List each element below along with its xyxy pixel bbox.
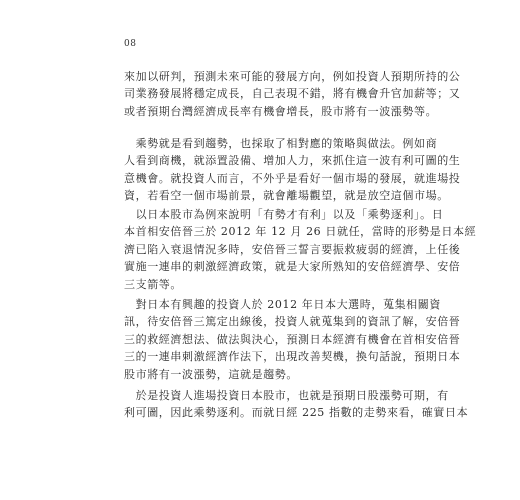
text-line: 訊，待安倍晉三篤定出線後，投資人就蒐集到的資訊了解，安倍晉 xyxy=(124,315,461,329)
paragraph-5 xyxy=(124,387,469,422)
text-line: 對日本有興趣的投資人於 2012 年日本大選時，蒐集相關資 xyxy=(124,298,441,311)
text-line: 來加以研判，預測未來可能的發展方向，例如投資人預期所持的公 xyxy=(124,70,461,83)
paragraph-3 xyxy=(124,206,477,293)
text-line: 實施一連串的刺激經濟政策，就是大家所熟知的安倍經濟學、安倍 xyxy=(124,260,461,274)
paragraph-1 xyxy=(124,68,461,120)
paragraph-4 xyxy=(124,296,461,383)
page-number: 08 xyxy=(124,39,137,49)
text-line: 資，若看空一個市場前景，就會離場觀望，就是放空這個市場。 xyxy=(124,189,449,203)
text-line: 人看到商機，就添置設備、增加人力，來抓住這一波有利可圖的生 xyxy=(124,154,461,168)
paragraph-2 xyxy=(124,135,461,205)
text-line: 以日本股市為例來說明「有勢才有利」以及「乘勢逐利」。日 xyxy=(124,208,444,221)
text-line: 於是投資人進場投資日本股市，也就是預期日股漲勢可期，有 xyxy=(124,389,449,402)
text-line: 司業務發展將穩定成長，自己表現不錯，將有機會升官加薪等；又 xyxy=(124,87,461,101)
text-line: 乘勢就是看到趨勢，也採取了相對應的策略與做法。例如商 xyxy=(124,137,438,150)
text-line: 三的救經濟想法、做法與決心，預測日本經濟有機會在首相安倍晉 xyxy=(124,332,461,346)
text-line: 利可圖，因此乘勢逐利。而就日經 225 指數的走勢來看，確實日本 xyxy=(124,406,469,420)
text-line: 三的一連串刺激經濟作法下，出現改善契機，換句話說，預期日本 xyxy=(124,350,461,364)
text-line: 股市將有一波漲勢，這就是趨勢。 xyxy=(124,367,298,381)
text-line: 本首相安倍晉三於 2012 年 12 月 26 日就任，當時的形勢是日本經 xyxy=(124,225,477,239)
text-line: 或者預期台灣經濟成長率有機會增長，股市將有一波漲勢等。 xyxy=(124,104,438,118)
text-line: 意機會。就投資人而言，不外乎是看好一個市場的發展，就進場投 xyxy=(124,171,461,185)
text-line: 三支箭等。 xyxy=(124,277,182,291)
text-line: 濟已陷入衰退情況多時，安倍晉三誓言要振救疲弱的經濟，上任後 xyxy=(124,242,461,256)
